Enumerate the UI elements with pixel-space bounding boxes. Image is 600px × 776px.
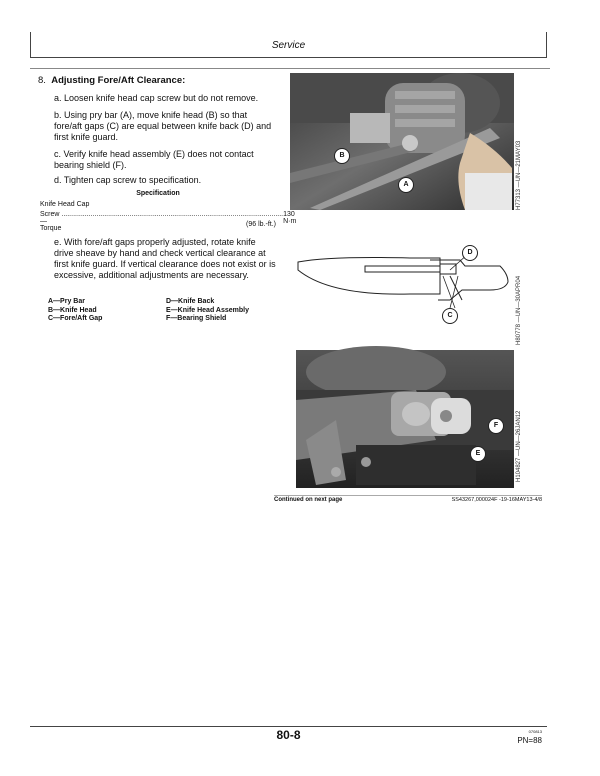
figure-2-code: H80778 —UN—30APR04 [516, 275, 522, 345]
spec-leader-dots: .................................................................................................................. [61, 211, 284, 218]
legend-item: A—Pry Bar [48, 298, 85, 305]
step-heading [38, 75, 185, 86]
step-number: 8. [38, 75, 46, 86]
callout-A: A [398, 177, 414, 193]
page-number: 80-8 [276, 728, 301, 742]
page-header-title: Service [271, 40, 306, 51]
legend-item: F—Bearing Shield [166, 315, 227, 322]
substep-e: e. With fore/aft gaps properly adjusted, rotate knife drive sheave by hand and check vertical clearance at first knife guard. If vertical clearance does not exist or is excessive, additional adjustments are necessary. [54, 237, 276, 280]
spec-label: Screw—Torque [40, 211, 62, 232]
figure-2-diagram [290, 240, 514, 332]
continued-note: Continued on next page [274, 497, 343, 503]
substep-c: c. Verify knife head assembly (E) does not contact bearing shield (F). [54, 149, 254, 170]
legend-right [166, 298, 249, 324]
figure-3-photo [296, 350, 514, 488]
content-top-rule [30, 68, 550, 69]
figure-3-code: H104827 —UN—26JAN12 [516, 410, 522, 482]
footer-divider [30, 726, 547, 727]
spec-title: Specification [136, 190, 180, 197]
callout-C: C [442, 308, 458, 324]
spec-item: Knife Head Cap [40, 201, 90, 208]
callout-E: E [470, 446, 486, 462]
substep-b: b. Using pry bar (A), move knife head (B) so that fore/aft gaps (C) are equal between knife back (D) and first knife guard. [54, 110, 272, 142]
figure-1-code: H77313 —UN—21MAY03 [516, 140, 522, 210]
legend-item: C—Fore/Aft Gap [48, 315, 103, 322]
spec-value: 130 N·m [283, 211, 297, 225]
figure-1-photo [290, 73, 514, 210]
legend-item: D—Knife Back [166, 298, 215, 305]
callout-D: D [462, 245, 478, 261]
callout-F: F [488, 418, 504, 434]
legend-item: B—Knife Head [48, 306, 97, 314]
continued-rule [274, 495, 542, 496]
legend-item: E—Knife Head Assembly [166, 306, 249, 314]
document-code: SS43267,000024F -19-16MAY13-4/8 [451, 497, 542, 503]
page-pn: PN=88 [517, 736, 542, 745]
legend-left [48, 298, 102, 324]
step-title: Adjusting Fore/Aft Clearance: [51, 75, 186, 86]
substep-a: a. Loosen knife head cap screw but do not remove. [54, 93, 259, 103]
callout-B: B [334, 148, 350, 164]
header-divider [30, 57, 547, 58]
substep-d: d. Tighten cap screw to specification. [54, 175, 202, 185]
footer-tiny-code: 070813 [528, 729, 542, 734]
spec-value-alt: (96 lb.-ft.) [246, 221, 276, 228]
